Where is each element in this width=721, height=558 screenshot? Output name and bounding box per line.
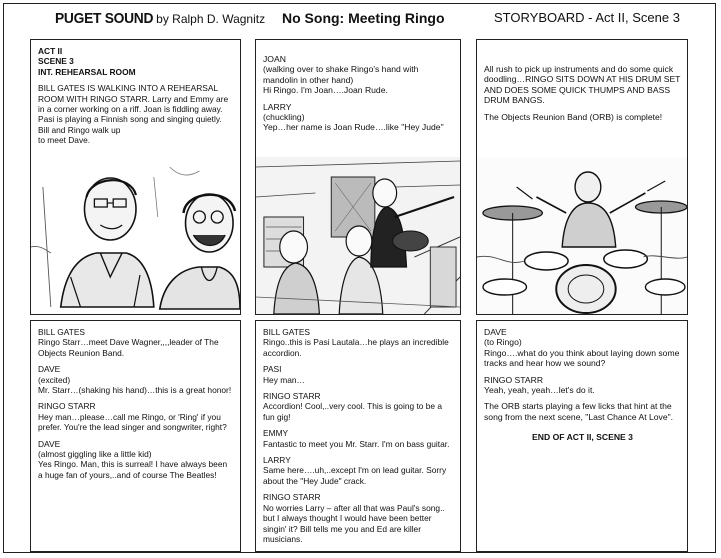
panel-3-text [484,64,681,128]
script-block: BILL GATES IS WALKING INTO A REHEARSAL ROOM WITH RINGO STARR. Larry and Emmy are in a corner working on a riff. Joan is fiddling away. Pasi is playing a Finnish song and singing quietly. Bill and Ringo walk up to meet Dave. [38,83,229,146]
script-block: RINGO STARR Yeah, yeah, yeah…let's do it. [484,374,595,396]
brand-title: PUGET SOUND [55,10,154,27]
script-block: BILL GATES Ringo Starr…meet Dave Wagner,,,,leader of The Objects Reunion Band. [38,327,219,358]
storyboard-label: STORYBOARD - Act II, Scene 3 [494,10,680,25]
author-credit: by Ralph D. Wagnitz [156,12,266,26]
panel-2-text [263,54,454,139]
script-block: The Objects Reunion Band (ORB) is complete! [484,111,663,122]
script-block: DAVE (almost giggling like a little kid) Yes Ringo. Man, this is surreal! I have always been a huge fan of yours,..and of course The Beatles! [38,438,228,480]
panel-1 [30,39,241,315]
scene-title: No Song: Meeting Ringo [282,10,445,26]
script-block: RINGO STARR No worries Larry – after all that was Paul's song.. but I always thought I would have been better singin' it? Bill tells me you and Ed are killer musicians. [263,492,445,544]
script-block: DAVE (excited) Mr. Starr…(shaking his hand)…this is a great honor! [38,364,232,396]
panel-5 [255,320,461,552]
script-block: LARRY Same here….uh,..except I'm on lead guitar. Sorry about the "Hey Jude" crack. [263,455,447,486]
sketch-two-men-image [31,157,240,314]
end-of-scene-label: END OF ACT II, SCENE 3 [532,432,633,443]
script-block: RINGO STARR Accordion! Cool,..very cool. This is going to be a fun gig! [263,391,443,422]
script-block: The ORB starts playing a few licks that hint at the song from the next scene, "Last Chance At Love". [484,401,674,422]
script-block: BILL GATES Ringo..this is Pasi Lautala…he plays an incredible accordion. [263,327,449,358]
script-block: PASI Hey man… [263,364,305,385]
script-block: EMMY Fantastic to meet you Mr. Starr. I'm on bass guitar. [263,428,450,449]
panel-6 [476,320,688,552]
panel-5-text [263,327,454,550]
script-block: RINGO STARR Hey man…please…call me Ringo, or 'Ring' if you prefer. You're the lead singer and songwriter, right? [38,401,227,433]
panel-2 [255,39,461,315]
script-block: LARRY (chuckling) Yep…her name is Joan Rude….like "Hey Jude" [263,101,444,133]
panel-4-text [38,327,234,486]
panel-1-text [38,46,234,152]
script-block: JOAN (walking over to shake Ringo's hand with mandolin in other hand) Hi Ringo. I'm Joan….Joan Rude. [263,54,419,96]
script-block: All rush to pick up instruments and do some quick doodling…RINGO SITS DOWN AT HIS DRUM SET AND DOES SOME QUICK THUMPS AND BASS DRUM BANGS. [484,64,681,106]
panel-3 [476,39,688,315]
sketch-drummer-image [477,157,687,314]
panel-6-text [484,327,681,449]
script-block: DAVE (to Ringo) Ringo….what do you think about laying down some tracks and hear how we sound? [484,327,680,369]
brand-header [55,10,265,28]
sketch-rehearsal-room-image [256,157,460,314]
panel-4 [30,320,241,552]
script-block: ACT II SCENE 3 INT. REHEARSAL ROOM [38,46,136,77]
